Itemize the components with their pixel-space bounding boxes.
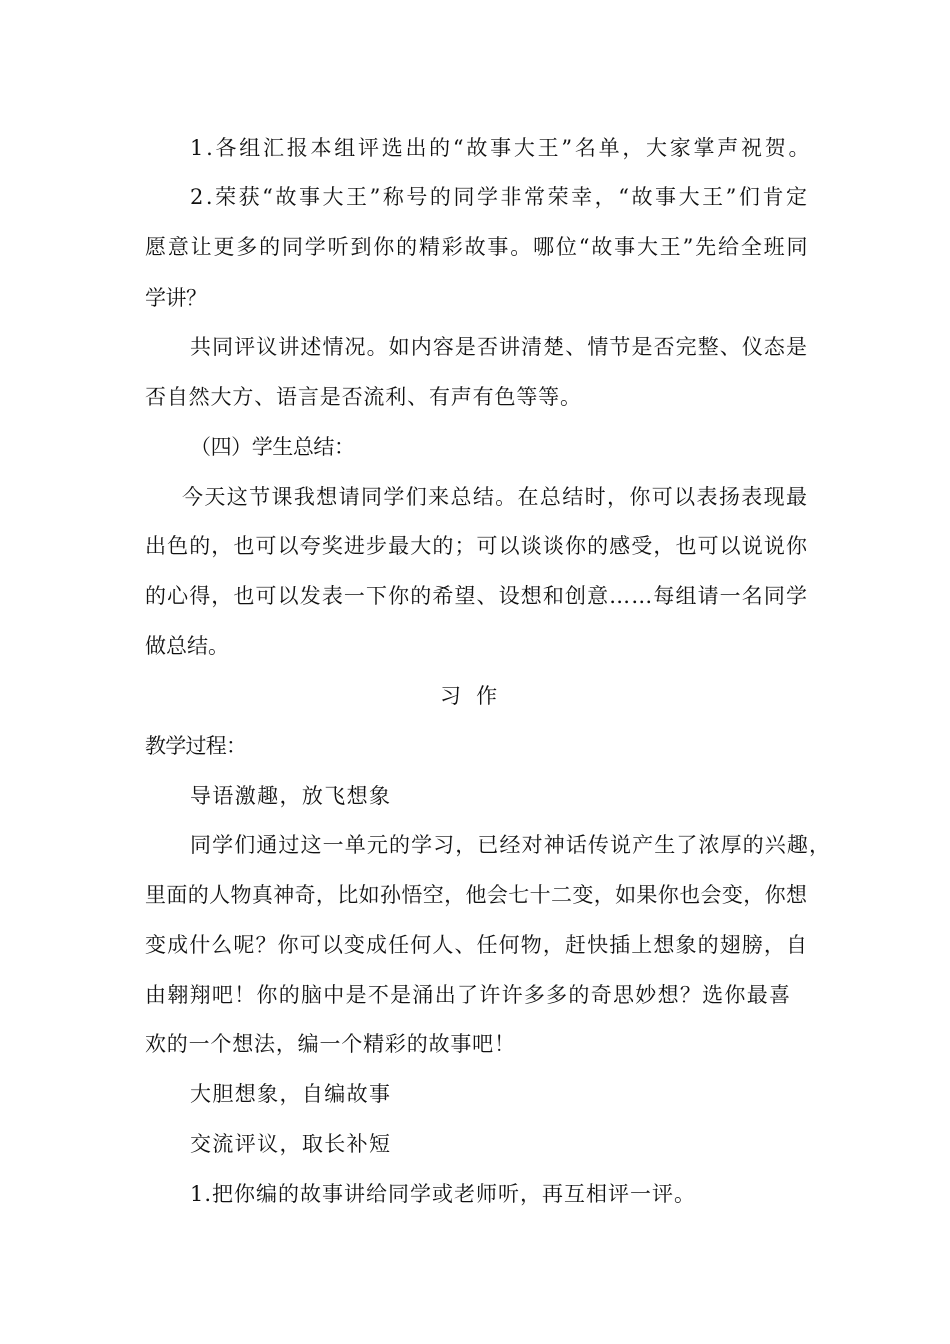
section-heading: 大胆想象，自编故事 [190, 1082, 392, 1106]
paragraph-line: 愿意让更多的同学听到你的精彩故事。哪位“故事大王”先给全班同 [145, 235, 810, 259]
paragraph-line: 由翱翔吧！你的脑中是不是涌出了许许多多的奇思妙想？选你最喜 [145, 983, 792, 1007]
page-title: 习 作 [440, 684, 502, 708]
paragraph-line: 出色的，也可以夸奖进步最大的；可以谈谈你的感受，也可以说说你 [145, 534, 809, 558]
paragraph-line: 里面的人物真神奇，比如孙悟空，他会七十二变，如果你也会变，你想 [145, 883, 808, 907]
paragraph-line: 变成什么呢？你可以变成任何人、任何物，赶快插上想象的翅膀，自 [145, 933, 809, 957]
paragraph-line: 1.把你编的故事讲给同学或老师听，再互相评一评。 [190, 1182, 697, 1206]
section-heading: （四）学生总结： [190, 435, 355, 459]
paragraph-line: 做总结。 [145, 634, 229, 658]
paragraph-line: 的心得，也可以发表一下你的希望、设想和创意……每组请一名同学 [145, 584, 809, 608]
section-heading: 交流评议，取长补短 [190, 1132, 392, 1156]
paragraph-line: 2.荣获“故事大王”称号的同学非常荣幸，“故事大王”们肯定 [190, 185, 810, 209]
section-heading: 教学过程： [145, 734, 247, 758]
section-heading: 导语激趣，放飞想象 [190, 784, 392, 808]
paragraph-line: 1.各组汇报本组评选出的“故事大王”名单，大家掌声祝贺。 [190, 136, 813, 160]
paragraph-line: 同学们通过这一单元的学习，已经对神话传说产生了浓厚的兴趣， [190, 833, 832, 857]
paragraph-line: 共同评议讲述情况。如内容是否讲清楚、情节是否完整、仪态是 [190, 335, 809, 359]
paragraph-line: 否自然大方、语言是否流利、有声有色等等。 [145, 385, 582, 409]
paragraph-line: 学讲？ [145, 286, 207, 310]
paragraph-line: 今天这节课我想请同学们来总结。在总结时，你可以表扬表现最 [182, 485, 809, 509]
paragraph-line: 欢的一个想法，编一个精彩的故事吧！ [145, 1032, 516, 1056]
